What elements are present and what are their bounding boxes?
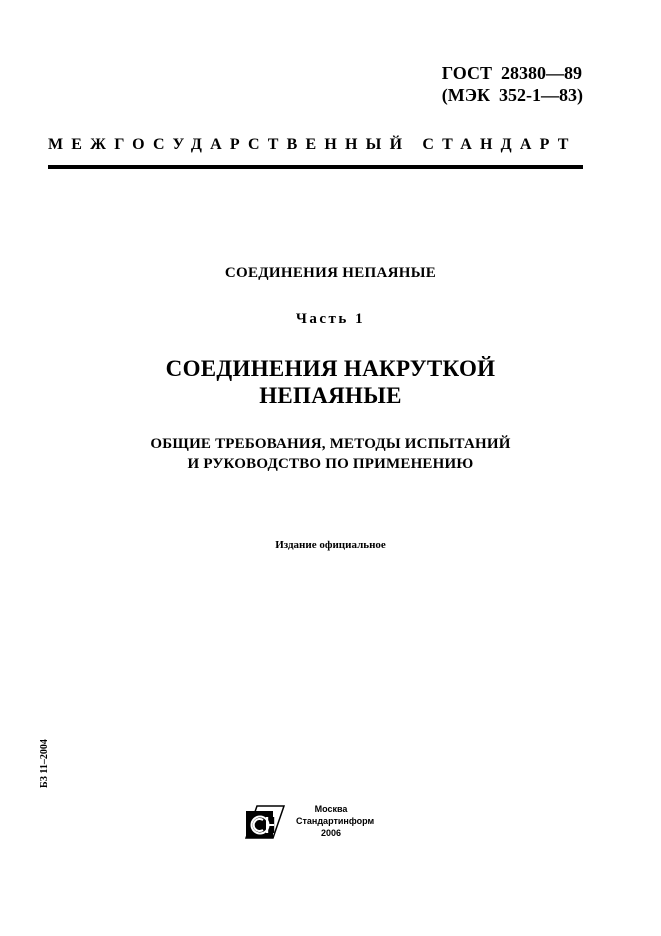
gost-number-block <box>442 62 583 106</box>
subtitle-line-1: ОБЩИЕ ТРЕБОВАНИЯ, МЕТОДЫ ИСПЫТАНИЙ <box>150 436 511 452</box>
publisher-name: Стандартинформ <box>296 816 375 826</box>
standard-type-heading: МЕЖГОСУДАРСТВЕННЫЙ СТАНДАРТ <box>48 136 577 153</box>
publisher-year: 2006 <box>320 828 342 838</box>
subtitle-line-2: И РУКОВОДСТВО ПО ПРИМЕНЕНИЮ <box>187 456 474 472</box>
gost-number: ГОСТ 28380—89 <box>441 63 582 83</box>
publisher-info <box>296 803 375 839</box>
publisher-city: Москва <box>314 804 348 814</box>
part-label: Часть 1 <box>295 311 366 327</box>
main-title-line-1: СОЕДИНЕНИЯ НАКРУТКОЙ <box>165 356 496 381</box>
main-title-line-2: НЕПАЯНЫЕ <box>259 383 402 408</box>
side-code: БЗ 11–2004 <box>39 739 50 788</box>
header-divider <box>48 165 583 169</box>
edition-label: Издание официальное <box>275 539 386 551</box>
main-title <box>0 355 661 409</box>
standartinform-logo-icon <box>245 805 285 839</box>
iec-number: (МЭК 352-1—83) <box>441 85 583 105</box>
general-title: СОЕДИНЕНИЯ НЕПАЯНЫЕ <box>224 265 437 281</box>
subtitle <box>0 434 661 474</box>
